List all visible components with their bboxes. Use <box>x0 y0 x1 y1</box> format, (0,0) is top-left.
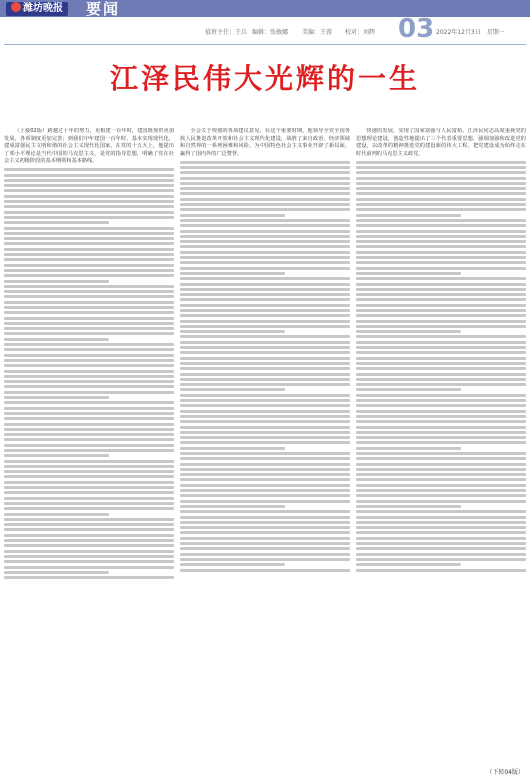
text-line <box>180 261 350 264</box>
text-line <box>4 571 109 574</box>
text-line <box>4 380 174 383</box>
text-line <box>180 245 350 248</box>
text-line <box>4 306 174 309</box>
text-line <box>356 415 526 418</box>
text-line <box>4 449 174 452</box>
text-line <box>4 423 174 426</box>
text-line <box>180 224 350 227</box>
text-line <box>180 219 350 222</box>
text-line <box>180 452 350 455</box>
text-line <box>180 394 350 397</box>
text-line <box>4 534 174 537</box>
header-divider <box>4 44 526 45</box>
text-line <box>356 457 526 460</box>
text-line <box>356 182 526 185</box>
text-line <box>180 463 350 466</box>
text-line <box>356 357 526 360</box>
text-line <box>356 563 461 566</box>
text-line <box>356 256 526 259</box>
text-line <box>180 542 350 545</box>
text-line <box>356 404 526 407</box>
article-column-3 <box>356 128 526 778</box>
text-line <box>4 253 174 256</box>
text-line <box>180 177 350 180</box>
text-line <box>4 523 174 526</box>
text-line <box>180 351 350 354</box>
text-line <box>4 264 174 267</box>
text-line <box>356 484 526 487</box>
text-line <box>180 203 350 206</box>
text-line <box>4 200 174 203</box>
text-line <box>4 460 174 463</box>
text-line <box>180 547 350 550</box>
text-line <box>356 441 526 444</box>
text-line <box>4 301 174 304</box>
masthead <box>0 0 530 44</box>
text-line <box>356 542 526 545</box>
text-line <box>356 426 526 429</box>
text-line <box>4 348 174 351</box>
text-line <box>4 470 174 473</box>
text-line <box>4 205 174 208</box>
text-line <box>180 473 350 476</box>
text-line <box>356 230 526 233</box>
continue-note: （下转04版） <box>486 769 524 776</box>
text-line <box>180 166 350 169</box>
text-line <box>4 444 174 447</box>
text-line <box>180 441 350 444</box>
text-line <box>4 560 174 563</box>
text-line <box>180 431 350 434</box>
text-line <box>356 187 526 190</box>
text-line <box>356 569 526 572</box>
text-line <box>356 320 526 323</box>
text-line <box>4 550 174 553</box>
text-line <box>180 293 350 296</box>
text-line <box>4 195 174 198</box>
text-line <box>356 452 526 455</box>
text-line <box>356 494 526 497</box>
text-line <box>4 375 174 378</box>
text-line <box>4 566 174 569</box>
text-line <box>180 489 350 492</box>
text-line <box>356 558 526 561</box>
text-line <box>356 272 461 275</box>
text-line <box>180 362 350 365</box>
text-line <box>4 433 174 436</box>
newspaper-brand <box>6 2 68 16</box>
text-line <box>356 500 526 503</box>
text-line <box>180 288 350 291</box>
text-line <box>4 502 174 505</box>
text-line <box>4 438 174 441</box>
issue-date: 2022年12月3日 星期一 <box>436 29 505 36</box>
proof-credit: 校对：刘辉 <box>345 29 376 36</box>
text-line <box>4 385 174 388</box>
text-line <box>180 367 350 370</box>
text-line <box>4 544 174 547</box>
text-line <box>180 325 350 328</box>
text-line <box>4 507 174 510</box>
text-line <box>180 468 350 471</box>
editor-credit: 值班主任：王兵 <box>205 29 248 36</box>
text-line <box>4 576 174 579</box>
text-line <box>180 171 350 174</box>
text-line <box>4 322 174 325</box>
text-line <box>180 335 350 338</box>
text-line <box>180 526 350 529</box>
text-line <box>356 351 526 354</box>
text-line <box>356 553 526 556</box>
text-line <box>4 528 174 531</box>
text-line <box>4 280 109 283</box>
text-line <box>180 516 350 519</box>
text-line <box>356 362 526 365</box>
text-line <box>4 417 174 420</box>
text-line <box>356 367 526 370</box>
text-line <box>180 192 350 195</box>
text-line <box>180 531 350 534</box>
text-line <box>356 346 526 349</box>
text-line <box>180 198 350 201</box>
text-line <box>180 420 350 423</box>
text-line <box>4 454 109 457</box>
text-line <box>4 518 174 521</box>
text-line <box>180 537 350 540</box>
text-line <box>180 569 350 572</box>
text-line <box>4 258 174 261</box>
text-line <box>180 283 350 286</box>
text-line <box>356 224 526 227</box>
text-line <box>356 309 526 312</box>
text-line <box>356 203 526 206</box>
text-line <box>4 227 174 230</box>
column-2-text: 全会关于规划的各项建议意见，在这个重要时期，他领导全党全国各族人民推进改革开放和社会主义现代化建设，战胜了来自政治、经济领域和自然界的一系列困难和风险，为中国特色社会主义事业开辟了新局面，赢得了国内外的广泛赞誉。 <box>180 128 350 157</box>
text-line <box>180 500 350 503</box>
text-line <box>356 489 526 492</box>
design-credit: 编辑：张敏娜 <box>252 29 289 36</box>
text-line <box>180 298 350 301</box>
text-line <box>4 475 174 478</box>
text-line <box>180 251 350 254</box>
text-line <box>180 553 350 556</box>
text-line <box>180 277 350 280</box>
text-line <box>180 447 285 450</box>
text-line <box>180 309 350 312</box>
text-line <box>356 219 526 222</box>
article-body <box>4 128 526 778</box>
text-line <box>180 314 350 317</box>
text-line <box>356 394 526 397</box>
text-line <box>180 378 350 381</box>
art-credit: 美编：王蓉 <box>302 29 333 36</box>
text-line <box>356 251 526 254</box>
text-line <box>180 505 285 508</box>
text-line <box>180 346 350 349</box>
text-line <box>4 396 109 399</box>
text-line <box>4 317 174 320</box>
text-line <box>4 237 174 240</box>
text-line <box>356 388 461 391</box>
text-line <box>4 555 174 558</box>
text-line <box>356 171 526 174</box>
text-line <box>180 388 285 391</box>
text-line <box>356 330 461 333</box>
text-line <box>180 484 350 487</box>
text-line <box>356 463 526 466</box>
text-line <box>356 177 526 180</box>
text-line <box>180 330 285 333</box>
text-line <box>180 383 350 386</box>
text-line <box>180 510 350 513</box>
headline: 江泽民伟大光辉的一生 <box>109 62 420 95</box>
text-line <box>180 161 350 164</box>
text-line <box>180 415 350 418</box>
text-line <box>356 283 526 286</box>
text-line <box>180 563 285 566</box>
text-line <box>356 298 526 301</box>
text-line <box>4 221 109 224</box>
text-line <box>356 378 526 381</box>
text-line <box>356 240 526 243</box>
text-line <box>180 558 350 561</box>
text-line <box>180 399 350 402</box>
text-line <box>356 208 526 211</box>
text-line <box>356 288 526 291</box>
text-line <box>180 478 350 481</box>
text-line <box>356 516 526 519</box>
text-line <box>356 235 526 238</box>
text-line <box>180 320 350 323</box>
column-3-text: 快速的发展，实现了国家富强与人民富裕。江泽民同志高度重视党的思想理论建设，创造性地提出了三个代表重要思想，强调加强和改进党的建设，以改革的精神推进党的建设新的伟大工程，把党建设成为始终走在时代前列的马克思主义政党。 <box>356 128 526 157</box>
article-column-1 <box>4 128 174 778</box>
text-line <box>356 304 526 307</box>
text-line <box>4 465 174 468</box>
text-line <box>4 211 174 214</box>
text-line <box>356 431 526 434</box>
text-line <box>356 245 526 248</box>
text-line <box>4 354 174 357</box>
text-line <box>4 168 174 171</box>
text-line <box>356 277 526 280</box>
text-line <box>356 261 526 264</box>
text-line <box>180 182 350 185</box>
text-line <box>180 494 350 497</box>
text-line <box>180 357 350 360</box>
text-line <box>4 216 174 219</box>
text-line <box>180 404 350 407</box>
text-line <box>180 457 350 460</box>
text-line <box>4 184 174 187</box>
text-line <box>4 295 174 298</box>
column-1-text: （上接02版）跨越过十年的努力，更根建一百年时，建国既现供更加发展，各项制度更加完善；到我们中年建国一百年时，基本实现现代化，建成富强民主文明和谐的社会主义现代化国家。在党的十五大上，他提出了邓小平理论是当代中国的马克思主义，是党的指导思想，明确了党在社会主义初级阶段的基本纲领和基本路线。 <box>4 128 174 165</box>
text-line <box>356 161 526 164</box>
text-line <box>356 531 526 534</box>
brand-logo-icon <box>11 2 21 12</box>
text-line <box>4 269 174 272</box>
text-line <box>4 285 174 288</box>
text-line <box>356 521 526 524</box>
text-line <box>4 412 174 415</box>
text-line <box>356 373 526 376</box>
text-line <box>356 473 526 476</box>
text-line <box>4 290 174 293</box>
text-line <box>356 335 526 338</box>
text-line <box>356 192 526 195</box>
text-line <box>4 174 174 177</box>
text-line <box>4 311 174 314</box>
text-line <box>180 240 350 243</box>
text-line <box>4 338 109 341</box>
text-line <box>4 391 174 394</box>
text-line <box>356 447 461 450</box>
text-line <box>4 539 174 542</box>
text-line <box>356 341 526 344</box>
text-line <box>356 325 526 328</box>
text-line <box>4 248 174 251</box>
text-line <box>180 341 350 344</box>
text-line <box>4 407 174 410</box>
text-line <box>356 410 526 413</box>
text-line <box>4 401 174 404</box>
text-line <box>180 256 350 259</box>
text-line <box>180 208 350 211</box>
text-line <box>4 497 174 500</box>
text-line <box>4 370 174 373</box>
text-line <box>356 293 526 296</box>
masthead-bar <box>0 0 530 17</box>
text-line <box>4 513 109 516</box>
text-line <box>4 364 174 367</box>
text-line <box>356 468 526 471</box>
text-line <box>356 314 526 317</box>
text-line <box>4 189 174 192</box>
section-title: 要闻 <box>86 0 121 18</box>
text-line <box>4 343 174 346</box>
text-line <box>356 547 526 550</box>
text-line <box>180 230 350 233</box>
text-line <box>356 267 526 270</box>
text-line <box>4 232 174 235</box>
text-line <box>356 478 526 481</box>
text-line <box>180 436 350 439</box>
text-line <box>356 420 526 423</box>
text-line <box>180 426 350 429</box>
text-line <box>4 481 174 484</box>
text-line <box>180 187 350 190</box>
text-line <box>356 214 461 217</box>
page-number: 03 <box>398 14 435 44</box>
text-line <box>356 383 526 386</box>
text-line <box>356 198 526 201</box>
text-line <box>356 537 526 540</box>
text-line <box>4 359 174 362</box>
text-line <box>356 166 526 169</box>
text-line <box>4 179 174 182</box>
text-line <box>4 491 174 494</box>
text-line <box>180 214 285 217</box>
text-line <box>356 436 526 439</box>
text-line <box>180 235 350 238</box>
text-line <box>4 332 174 335</box>
text-line <box>180 272 285 275</box>
text-line <box>180 373 350 376</box>
text-line <box>180 267 350 270</box>
text-line <box>356 505 461 508</box>
text-line <box>4 274 174 277</box>
text-line <box>356 526 526 529</box>
text-line <box>180 304 350 307</box>
text-line <box>356 510 526 513</box>
text-line <box>4 428 174 431</box>
text-line <box>4 486 174 489</box>
text-line <box>180 410 350 413</box>
text-line <box>180 521 350 524</box>
article-column-2 <box>180 128 350 778</box>
text-line <box>356 399 526 402</box>
brand-name: 潍坊晚报 <box>23 3 63 14</box>
text-line <box>4 242 174 245</box>
text-line <box>4 327 174 330</box>
